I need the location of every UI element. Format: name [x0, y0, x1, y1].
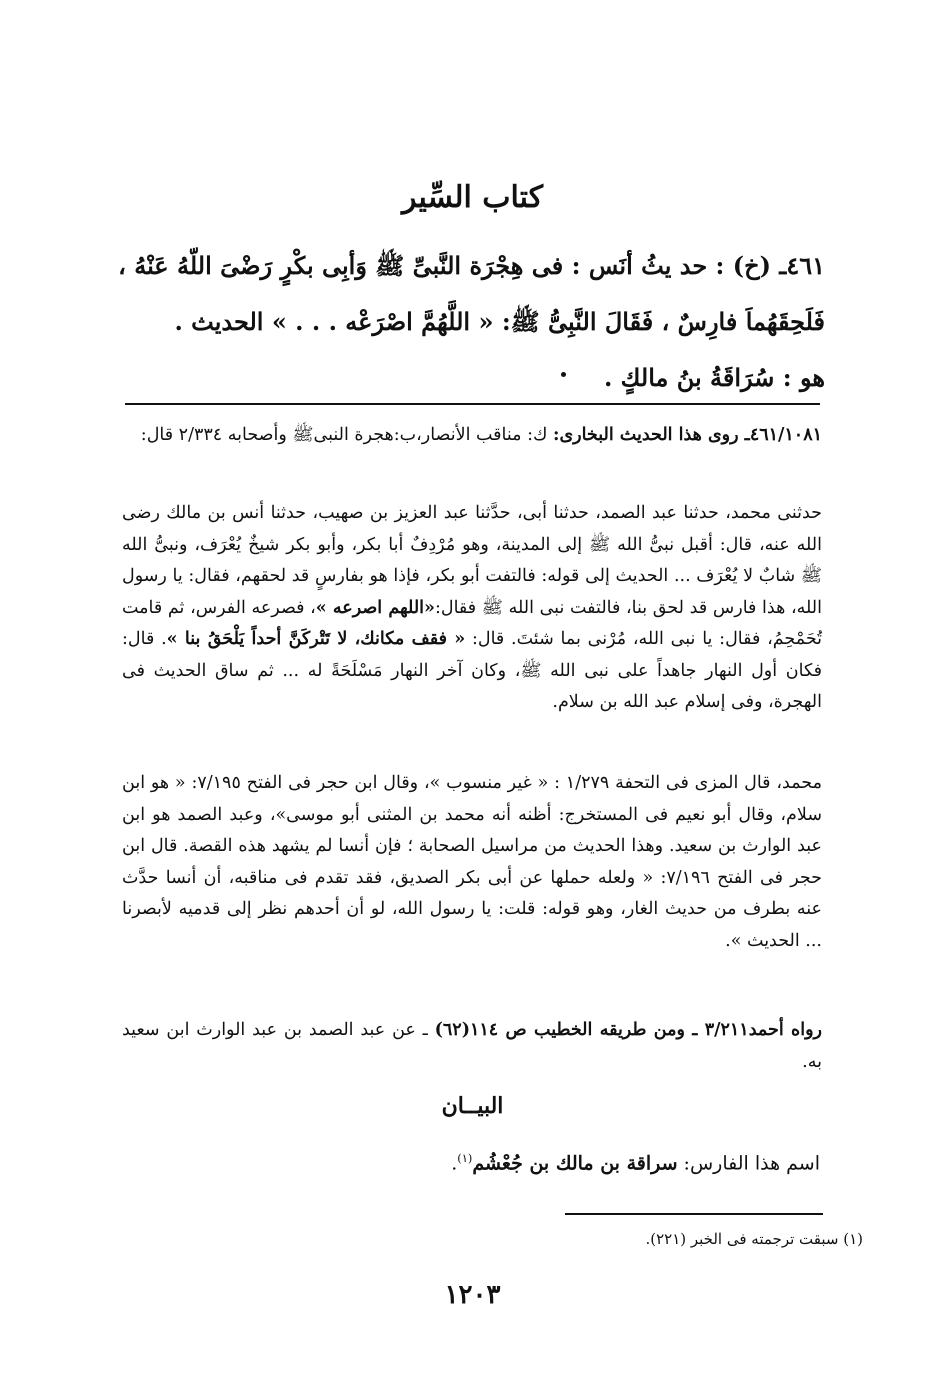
- bukhari-reference: [122, 420, 822, 452]
- bayan-text: [125, 1140, 820, 1181]
- chapter-title: كتاب السِّير: [401, 180, 543, 215]
- hadith-text-part-3: . قال: فكان أول النهار جاهداً على نبى الله ﷺ، وكان آخر النهار مَسْلَحَةً له ... ثم ساق الحديث فى الهجرة، وفى إسلام عبد الله بن سلام.: [122, 629, 822, 712]
- hadith-quote-1: «اللهم اصرعه »: [315, 597, 435, 618]
- hadith-text-part-2: ، فصرعه الفرس، ثم قامت تُحَمْحِمُ، فقال: يا نبى الله، مُرْنى بما شئتَ. قال:: [122, 597, 822, 649]
- commentary-text: محمد، قال المزى فى التحفة ١/٢٧٩ : « غير منسوب »، وقال ابن حجر فى الفتح ٧/١٩٥: « هو ابن سلام، وقال أبو نعيم فى المستخرج: أظنه أنه محمد بن المثنى أبو موسى»، وعبد الصمد هو ابن عبد الوارث بن سعيد. وهذا الحديث من مراسيل الصحابة ؛ فإن أنسا لم يشهد هذه القصة. قال ابن حجر فى الفتح ٧/١٩٦: « ولعله حملها عن أبى بكر الصديق، فقد تقدم فى مناقبه، أن أنسا حدَّث عنه بطرف من حديث الغار، وهو قوله: قلت: يا رسول الله، لو أن أحدهم نظر إلى قدميه لأبصرنا ... الحديث ».: [122, 773, 822, 951]
- bukhari-reference-text: ك: مناقب الأنصار،ب:هجرة النبىﷺ وأصحابه ٢/٣٣٤ قال:: [140, 425, 553, 445]
- ahmad-reference-lead: رواه أحمد٣/٢١١ ـ ومن طريقه الخطيب ص ١١٤(٦٢): [434, 1020, 822, 1040]
- footnote-mark: (١): [457, 1151, 473, 1165]
- hadith-line-2: فَلَحِقَهُماَ فارِسٌ ، فَقَالَ النَّبِىُّ ﷺ: « اللَّهُمَّ اصْرَعْه . . . » الحديث .: [174, 307, 825, 336]
- section-divider: [125, 403, 820, 405]
- hadith-text-paragraph: [122, 498, 822, 719]
- ahmad-reference-text: ـ عن عبد الصمد بن عبد الوارث ابن سعيد به.: [122, 1020, 822, 1072]
- hadith-line-3: هو : سُرَاقَةُ بنُ مالكٍ .: [603, 363, 825, 392]
- hadith-heading: [118, 238, 825, 406]
- bayan-name: سراقة بن مالك بن جُعْشُم: [472, 1152, 678, 1175]
- bayan-lead: اسم هذا الفارس:: [677, 1152, 820, 1175]
- footnote: (١) سبقت ترجمته فى الخبر (٢٢١).: [645, 1230, 863, 1248]
- hadith-quote-2: « فقف مكانك، لا تَتْركَنَّ أحداً يَلْحَقُ بنا »: [166, 629, 466, 649]
- bayan-end: .: [451, 1152, 458, 1175]
- hadith-text-part-1: حدثنى محمد، حدثنا عبد الصمد، حدثنا أبى، حدَّثنا عبد العزيز بن صهيب، حدثنا أنس بن مالك رضى الله عنه، قال: أقبل نبىُّ الله ﷺ إلى المدينة، وهو مُرْدِفٌ أبا بكر، وأبو بكر شيخٌ يُعْرَف، ونبىُّ الله ﷺ شابٌ لا يُعْرَف ... الحديث إلى قوله: فالتفت أبو بكر، فإذا هو بفارسٍ قد لحقهم، فقال: يا رسول الله، هذا فارس قد لحق بنا، فالتفت نبى الله ﷺ فقال:: [122, 503, 823, 618]
- footnote-divider: [565, 1213, 823, 1215]
- commentary-paragraph: [122, 768, 822, 957]
- hadith-line-1: ٤٦١ـ (خ) : حد يثُ أنَس : فى هِجْرَة النَّبىِّ ﷺ وَأبِى بكْرٍ رَضْىَ اللّهُ عَنْهُ ،: [118, 251, 825, 280]
- page-number: ١٢٠٣: [444, 1280, 501, 1310]
- bayan-title: البيــان: [441, 1093, 504, 1119]
- ahmad-reference: [122, 1015, 822, 1078]
- ink-dot: [561, 372, 566, 377]
- bukhari-reference-lead: ٤٦١/١٠٨١ـ روى هذا الحديث البخارى:: [552, 425, 822, 445]
